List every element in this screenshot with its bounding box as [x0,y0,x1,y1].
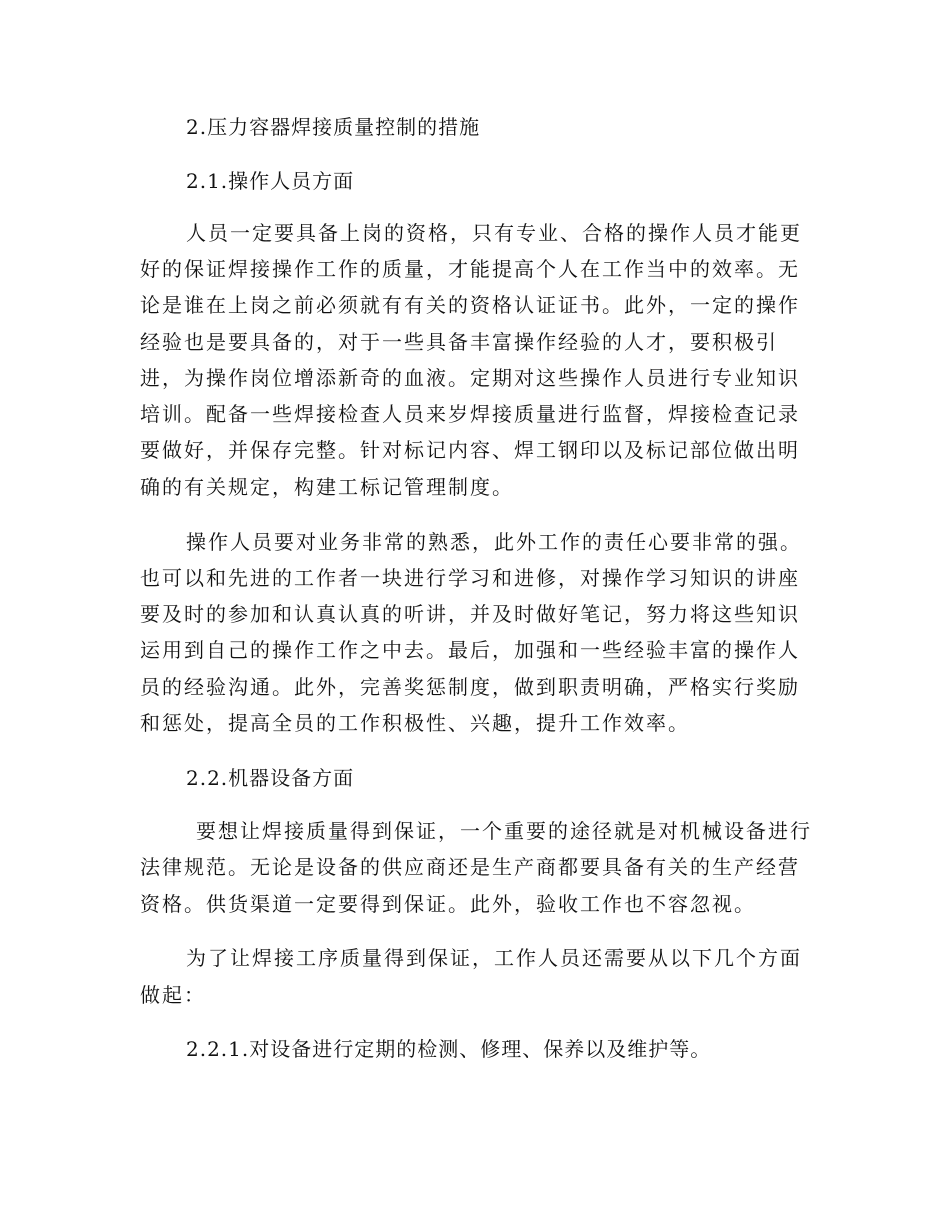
section-heading-2-2: 2.2.机器设备方面 [186,766,355,790]
section-heading-2: 2.压力容器焊接质量控制的措施 [186,115,481,139]
paragraph-line: 经验也是要具备的，对于一些具备丰富操作经验的人才，要积极引 [140,330,778,354]
paragraph-line: 和惩处，提高全员的工作积极性、兴趣，提升工作效率。 [140,711,690,735]
paragraph-line: 操作人员要对业务非常的熟悉，此外工作的责任心要非常的强。 [186,530,802,554]
paragraph-line: 人员一定要具备上岗的资格，只有专业、合格的操作人员才能更 [186,221,802,245]
paragraph-line: 论是谁在上岗之前必须就有有关的资格认证证书。此外，一定的操作 [140,293,800,317]
paragraph-line: 培训。配备一些焊接检查人员来岁焊接质量进行监督，焊接检查记录 [140,402,800,426]
section-heading-2-1: 2.1.操作人员方面 [186,169,355,193]
paragraph-line: 资格。供货渠道一定要得到保证。此外，验收工作也不容忽视。 [140,892,756,916]
paragraph-line: 进，为操作岗位增添新奇的血液。定期对这些操作人员进行专业知识 [140,366,800,390]
paragraph-line: 要及时的参加和认真认真的听讲，并及时做好笔记，努力将这些知识 [140,602,800,626]
paragraph-line: 员的经验沟通。此外，完善奖惩制度，做到职责明确，严格实行奖励 [140,675,800,699]
section-heading-2-2-1: 2.2.1.对设备进行定期的检测、修理、保养以及维护等。 [186,1037,712,1061]
paragraph-line: 法律规范。无论是设备的供应商还是生产商都要具备有关的生产经营 [140,855,800,879]
paragraph-line: 确的有关规定，构建工标记管理制度。 [140,475,514,499]
paragraph-line: 要做好，并保存完整。针对标记内容、焊工钢印以及标记部位做出明 [140,438,800,462]
paragraph-line: 也可以和先进的工作者一块进行学习和进修，对操作学习知识的讲座 [140,566,800,590]
paragraph-line: 要想让焊接质量得到保证，一个重要的途径就是对机械设备进行 [196,819,812,843]
paragraph-line: 做起： [140,983,206,1007]
paragraph-line: 好的保证焊接操作工作的质量，才能提高个人在工作当中的效率。无 [140,257,800,281]
paragraph-line: 运用到自己的操作工作之中去。最后，加强和一些经验丰富的操作人 [140,638,800,662]
paragraph-line: 为了让焊接工序质量得到保证，工作人员还需要从以下几个方面 [186,946,802,970]
